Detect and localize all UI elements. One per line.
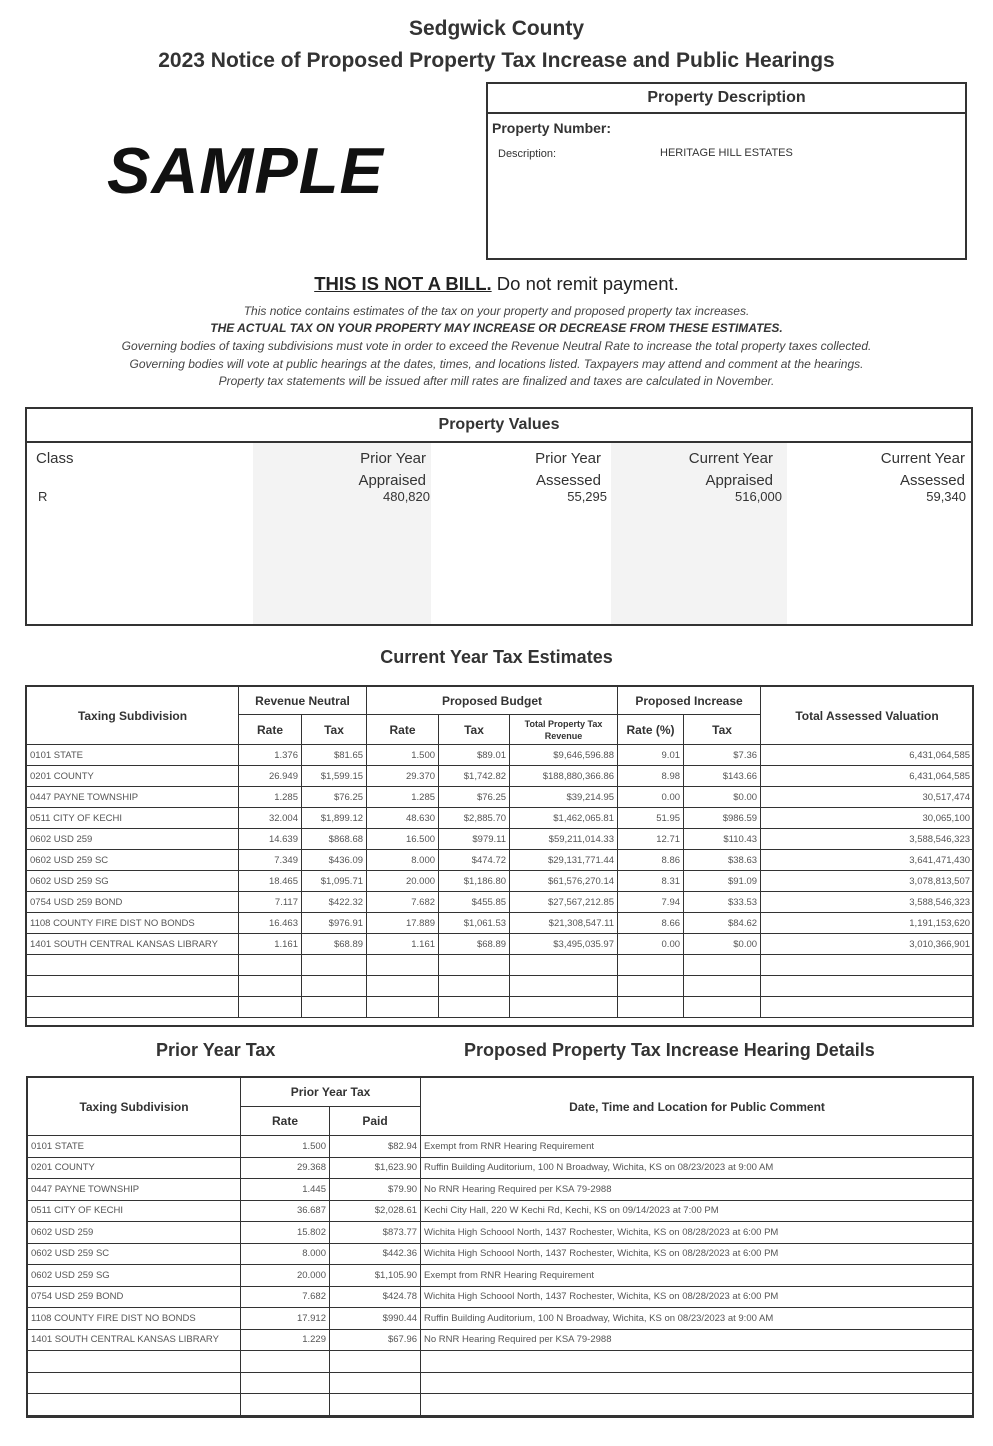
table-cell: 6,431,064,585 bbox=[761, 766, 974, 787]
notice-line-4: Governing bodies will vote at public hearings at the dates, times, and locations listed. Taxpayers may attend and comment at the hearings. bbox=[129, 357, 864, 371]
table-cell: 32.004 bbox=[239, 808, 302, 829]
table-cell: Exempt from RNR Hearing Requirement bbox=[421, 1136, 974, 1158]
table-cell: $0.00 bbox=[684, 934, 761, 955]
table-cell: $976.91 bbox=[302, 913, 367, 934]
table-cell: 0201 COUNTY bbox=[27, 766, 239, 787]
prior-appraised-value: 480,820 bbox=[383, 489, 430, 504]
table-cell: 26.949 bbox=[239, 766, 302, 787]
table-cell: 29.370 bbox=[367, 766, 439, 787]
table-cell bbox=[421, 1372, 974, 1394]
table-cell: 48.630 bbox=[367, 808, 439, 829]
table-cell bbox=[684, 955, 761, 976]
table-cell: 1.500 bbox=[367, 745, 439, 766]
table-cell bbox=[618, 955, 684, 976]
table-cell: 29.368 bbox=[241, 1157, 330, 1179]
table-cell bbox=[439, 976, 510, 997]
table-cell: 8.000 bbox=[367, 850, 439, 871]
est-header-proposed-increase: Proposed Increase bbox=[618, 687, 761, 715]
table-cell: 15.802 bbox=[241, 1222, 330, 1244]
table-cell: $110.43 bbox=[684, 829, 761, 850]
class-value: R bbox=[38, 489, 48, 504]
table-cell: 0754 USD 259 BOND bbox=[27, 892, 239, 913]
table-cell bbox=[27, 955, 239, 976]
table-cell: 18.465 bbox=[239, 871, 302, 892]
notice-line-2: THE ACTUAL TAX ON YOUR PROPERTY MAY INCREASE OR DECREASE FROM THESE ESTIMATES. bbox=[210, 321, 783, 335]
table-row bbox=[27, 850, 974, 871]
table-cell: 0447 PAYNE TOWNSHIP bbox=[28, 1179, 241, 1201]
property-description-heading: Property Description bbox=[488, 84, 965, 114]
table-cell bbox=[28, 1351, 241, 1373]
table-cell: $188,880,366.86 bbox=[510, 766, 618, 787]
table-row bbox=[27, 997, 974, 1018]
table-cell: Ruffin Building Auditorium, 100 N Broadway, Wichita, KS on 08/23/2023 at 9:00 AM bbox=[421, 1308, 974, 1330]
table-cell: 1.285 bbox=[239, 787, 302, 808]
table-cell: 0754 USD 259 BOND bbox=[28, 1286, 241, 1308]
table-row bbox=[28, 1394, 974, 1416]
table-cell: $1,742.82 bbox=[439, 766, 510, 787]
table-cell: 30,065,100 bbox=[761, 808, 974, 829]
table-cell: 8.98 bbox=[618, 766, 684, 787]
table-cell: $27,567,212.85 bbox=[510, 892, 618, 913]
table-cell bbox=[330, 1351, 421, 1373]
table-cell: 36.687 bbox=[241, 1200, 330, 1222]
current-appraised-value: 516,000 bbox=[735, 489, 782, 504]
prior-year-title: Prior Year Tax bbox=[156, 1040, 276, 1060]
table-cell: No RNR Hearing Required per KSA 79-2988 bbox=[421, 1179, 974, 1201]
table-row bbox=[27, 892, 974, 913]
table-cell: $979.11 bbox=[439, 829, 510, 850]
est-header-rn-rate: Rate bbox=[239, 715, 302, 745]
property-values-box bbox=[25, 407, 973, 626]
table-cell bbox=[421, 1394, 974, 1416]
property-values-heading: Property Values bbox=[27, 409, 971, 443]
prior-appraised-header bbox=[358, 448, 426, 492]
table-cell bbox=[439, 955, 510, 976]
table-cell bbox=[28, 1394, 241, 1416]
description-label: Description: bbox=[498, 148, 557, 160]
table-cell: 30,517,474 bbox=[761, 787, 974, 808]
table-cell: 8.86 bbox=[618, 850, 684, 871]
table-cell: $39,214.95 bbox=[510, 787, 618, 808]
table-cell: 17.889 bbox=[367, 913, 439, 934]
table-cell bbox=[421, 1351, 974, 1373]
table-cell bbox=[761, 955, 974, 976]
table-cell: 1.376 bbox=[239, 745, 302, 766]
table-cell bbox=[241, 1351, 330, 1373]
table-row bbox=[28, 1200, 974, 1222]
notice-line-1: This notice contains estimates of the tax on your property and proposed property tax increases. bbox=[243, 304, 750, 318]
table-cell: 0602 USD 259 SG bbox=[27, 871, 239, 892]
table-cell: $84.62 bbox=[684, 913, 761, 934]
table-row bbox=[28, 1136, 974, 1158]
table-cell: 7.94 bbox=[618, 892, 684, 913]
table-row bbox=[27, 745, 974, 766]
table-cell: 16.500 bbox=[367, 829, 439, 850]
table-row bbox=[28, 1351, 974, 1373]
table-cell bbox=[302, 997, 367, 1018]
prior-appraised-header-1: Prior Year bbox=[360, 450, 426, 467]
table-cell: $873.77 bbox=[330, 1222, 421, 1244]
prior-header-rate: Rate bbox=[241, 1107, 330, 1136]
table-cell: $9,646,596.88 bbox=[510, 745, 618, 766]
table-cell: 8.31 bbox=[618, 871, 684, 892]
table-cell: $21,308,547.11 bbox=[510, 913, 618, 934]
table-cell: $29,131,771.44 bbox=[510, 850, 618, 871]
table-cell: $38.63 bbox=[684, 850, 761, 871]
prior-header-prior-tax: Prior Year Tax bbox=[241, 1078, 421, 1107]
table-row bbox=[27, 955, 974, 976]
current-assessed-header bbox=[881, 448, 965, 492]
table-cell: 17.912 bbox=[241, 1308, 330, 1330]
table-cell: $33.53 bbox=[684, 892, 761, 913]
table-cell: 8.000 bbox=[241, 1243, 330, 1265]
table-cell: 0602 USD 259 bbox=[27, 829, 239, 850]
table-cell: 20.000 bbox=[367, 871, 439, 892]
current-assessed-header-2: Assessed bbox=[899, 472, 965, 489]
table-cell: 8.66 bbox=[618, 913, 684, 934]
est-header-pi-tax: Tax bbox=[684, 715, 761, 745]
table-cell bbox=[510, 976, 618, 997]
table-cell: $2,028.61 bbox=[330, 1200, 421, 1222]
class-header: Class bbox=[36, 450, 74, 467]
table-cell: $474.72 bbox=[439, 850, 510, 871]
prior-assessed-header-1: Prior Year bbox=[535, 450, 601, 467]
table-cell: Ruffin Building Auditorium, 100 N Broadway, Wichita, KS on 08/23/2023 at 9:00 AM bbox=[421, 1157, 974, 1179]
table-cell bbox=[761, 976, 974, 997]
table-cell: $59,211,014.33 bbox=[510, 829, 618, 850]
table-cell: 1.500 bbox=[241, 1136, 330, 1158]
est-header-revenue-neutral: Revenue Neutral bbox=[239, 687, 367, 715]
description-value: HERITAGE HILL ESTATES bbox=[660, 147, 793, 159]
table-cell bbox=[367, 955, 439, 976]
table-cell: $3,495,035.97 bbox=[510, 934, 618, 955]
table-cell: $7.36 bbox=[684, 745, 761, 766]
table-cell: 3,078,813,507 bbox=[761, 871, 974, 892]
table-cell: 1.229 bbox=[241, 1329, 330, 1351]
table-cell: $422.32 bbox=[302, 892, 367, 913]
table-cell: 7.682 bbox=[241, 1286, 330, 1308]
table-cell: $424.78 bbox=[330, 1286, 421, 1308]
table-cell: $986.59 bbox=[684, 808, 761, 829]
est-header-pb-tax: Tax bbox=[439, 715, 510, 745]
table-cell: $1,186.80 bbox=[439, 871, 510, 892]
table-cell: 0602 USD 259 SG bbox=[28, 1265, 241, 1287]
table-cell: $868.68 bbox=[302, 829, 367, 850]
notice-line-3: Governing bodies of taxing subdivisions must vote in order to exceed the Revenue Neutral Rate to increase the total property taxes collected. bbox=[121, 339, 872, 353]
table-row bbox=[27, 976, 974, 997]
table-row bbox=[28, 1265, 974, 1287]
table-cell: 0602 USD 259 bbox=[28, 1222, 241, 1244]
sample-watermark: SAMPLE bbox=[107, 134, 384, 207]
est-header-rn-tax: Tax bbox=[302, 715, 367, 745]
prior-assessed-header bbox=[535, 448, 601, 492]
table-cell bbox=[302, 976, 367, 997]
table-cell: 16.463 bbox=[239, 913, 302, 934]
table-cell: $442.36 bbox=[330, 1243, 421, 1265]
table-cell: 1.161 bbox=[367, 934, 439, 955]
table-cell: $1,599.15 bbox=[302, 766, 367, 787]
est-header-subdivision: Taxing Subdivision bbox=[27, 687, 239, 745]
table-cell bbox=[367, 997, 439, 1018]
table-cell: $68.89 bbox=[439, 934, 510, 955]
table-cell: $1,462,065.81 bbox=[510, 808, 618, 829]
table-cell: Wichita High Schoool North, 1437 Rochester, Wichita, KS on 08/28/2023 at 6:00 PM bbox=[421, 1243, 974, 1265]
estimates-title: Current Year Tax Estimates bbox=[380, 647, 613, 667]
table-cell bbox=[27, 997, 239, 1018]
prior-header-paid: Paid bbox=[330, 1107, 421, 1136]
table-cell: $455.85 bbox=[439, 892, 510, 913]
table-cell: 0201 COUNTY bbox=[28, 1157, 241, 1179]
table-cell: 6,431,064,585 bbox=[761, 745, 974, 766]
table-cell: $76.25 bbox=[439, 787, 510, 808]
table-cell: 0602 USD 259 SC bbox=[27, 850, 239, 871]
table-row bbox=[28, 1286, 974, 1308]
table-cell: 0602 USD 259 SC bbox=[28, 1243, 241, 1265]
table-cell: 0511 CITY OF KECHI bbox=[27, 808, 239, 829]
table-cell bbox=[618, 976, 684, 997]
table-row bbox=[27, 766, 974, 787]
table-cell: 1401 SOUTH CENTRAL KANSAS LIBRARY bbox=[28, 1329, 241, 1351]
estimates-table bbox=[26, 686, 974, 1018]
table-cell: 1108 COUNTY FIRE DIST NO BONDS bbox=[27, 913, 239, 934]
table-cell: $1,899.12 bbox=[302, 808, 367, 829]
table-cell: $68.89 bbox=[302, 934, 367, 955]
table-cell: 0511 CITY OF KECHI bbox=[28, 1200, 241, 1222]
table-cell: Kechi City Hall, 220 W Kechi Rd, Kechi, KS on 09/14/2023 at 7:00 PM bbox=[421, 1200, 974, 1222]
table-cell: Wichita High Schoool North, 1437 Rochester, Wichita, KS on 08/28/2023 at 6:00 PM bbox=[421, 1222, 974, 1244]
table-cell bbox=[330, 1372, 421, 1394]
table-row bbox=[28, 1329, 974, 1351]
table-cell: $990.44 bbox=[330, 1308, 421, 1330]
table-row bbox=[28, 1372, 974, 1394]
notice-line-5: Property tax statements will be issued after mill rates are finalized and taxes are calculated in November. bbox=[218, 374, 775, 388]
table-cell: Exempt from RNR Hearing Requirement bbox=[421, 1265, 974, 1287]
table-cell: $91.09 bbox=[684, 871, 761, 892]
table-cell: $76.25 bbox=[302, 787, 367, 808]
table-cell bbox=[510, 955, 618, 976]
table-cell bbox=[684, 997, 761, 1018]
current-assessed-value: 59,340 bbox=[926, 489, 966, 504]
table-cell: 0.00 bbox=[618, 787, 684, 808]
table-cell bbox=[439, 997, 510, 1018]
current-appraised-header-1: Current Year bbox=[688, 450, 773, 467]
table-row bbox=[27, 787, 974, 808]
property-description-box bbox=[486, 82, 967, 260]
table-row bbox=[28, 1179, 974, 1201]
table-cell: 1.445 bbox=[241, 1179, 330, 1201]
table-cell bbox=[618, 997, 684, 1018]
table-cell bbox=[330, 1394, 421, 1416]
table-row bbox=[28, 1222, 974, 1244]
table-row bbox=[27, 808, 974, 829]
table-cell: 0447 PAYNE TOWNSHIP bbox=[27, 787, 239, 808]
table-cell: 0.00 bbox=[618, 934, 684, 955]
table-cell bbox=[28, 1372, 241, 1394]
current-assessed-header-1: Current Year bbox=[880, 450, 965, 467]
table-cell: $67.96 bbox=[330, 1329, 421, 1351]
table-cell: 1401 SOUTH CENTRAL KANSAS LIBRARY bbox=[27, 934, 239, 955]
table-cell: 3,641,471,430 bbox=[761, 850, 974, 871]
current-appraised-header-2: Appraised bbox=[705, 472, 773, 489]
table-row bbox=[27, 934, 974, 955]
not-a-bill-text: THIS IS NOT A BILL. bbox=[314, 273, 492, 294]
hearing-title: Proposed Property Tax Increase Hearing Details bbox=[464, 1040, 875, 1060]
table-cell: 1,191,153,620 bbox=[761, 913, 974, 934]
table-cell: $0.00 bbox=[684, 787, 761, 808]
est-header-total-assessed: Total Assessed Valuation bbox=[761, 687, 974, 745]
do-not-remit-text: Do not remit payment. bbox=[496, 273, 679, 294]
table-cell: 0101 STATE bbox=[27, 745, 239, 766]
table-cell bbox=[241, 1394, 330, 1416]
table-cell bbox=[761, 997, 974, 1018]
table-cell: $143.66 bbox=[684, 766, 761, 787]
table-cell bbox=[239, 955, 302, 976]
table-cell: $1,623.90 bbox=[330, 1157, 421, 1179]
table-cell bbox=[684, 976, 761, 997]
table-cell: 3,588,546,323 bbox=[761, 892, 974, 913]
prior-header-comment: Date, Time and Location for Public Comment bbox=[421, 1078, 974, 1136]
prior-appraised-header-2: Appraised bbox=[358, 472, 426, 489]
table-cell: 7.117 bbox=[239, 892, 302, 913]
not-a-bill-line bbox=[0, 273, 993, 295]
table-cell: 3,588,546,323 bbox=[761, 829, 974, 850]
table-row bbox=[28, 1157, 974, 1179]
table-cell: 3,010,366,901 bbox=[761, 934, 974, 955]
est-header-pb-rate: Rate bbox=[367, 715, 439, 745]
prior-table bbox=[27, 1077, 974, 1416]
table-cell: 9.01 bbox=[618, 745, 684, 766]
table-cell: $436.09 bbox=[302, 850, 367, 871]
table-row bbox=[28, 1243, 974, 1265]
table-cell bbox=[302, 955, 367, 976]
table-cell: 1.161 bbox=[239, 934, 302, 955]
table-cell bbox=[239, 997, 302, 1018]
table-cell bbox=[510, 997, 618, 1018]
property-number-label: Property Number: bbox=[492, 120, 612, 136]
table-cell: $82.94 bbox=[330, 1136, 421, 1158]
table-cell: 20.000 bbox=[241, 1265, 330, 1287]
notice-title: 2023 Notice of Proposed Property Tax Increase and Public Hearings bbox=[158, 49, 835, 72]
table-cell bbox=[241, 1372, 330, 1394]
table-cell: $61,576,270.14 bbox=[510, 871, 618, 892]
table-cell: 14.639 bbox=[239, 829, 302, 850]
table-cell: 1.285 bbox=[367, 787, 439, 808]
table-cell: 7.682 bbox=[367, 892, 439, 913]
current-appraised-header bbox=[689, 448, 773, 492]
table-cell: $1,105.90 bbox=[330, 1265, 421, 1287]
table-row bbox=[27, 871, 974, 892]
table-row bbox=[27, 829, 974, 850]
prior-assessed-value: 55,295 bbox=[567, 489, 607, 504]
table-cell: Wichita High Schoool North, 1437 Rochester, Wichita, KS on 08/28/2023 at 6:00 PM bbox=[421, 1286, 974, 1308]
prior-header-subdivision: Taxing Subdivision bbox=[28, 1078, 241, 1136]
table-row bbox=[28, 1308, 974, 1330]
est-header-total-revenue: Total Property Tax Revenue bbox=[510, 715, 618, 745]
table-cell: $2,885.70 bbox=[439, 808, 510, 829]
table-cell: $1,095.71 bbox=[302, 871, 367, 892]
est-header-proposed-budget: Proposed Budget bbox=[367, 687, 618, 715]
table-cell: 0101 STATE bbox=[28, 1136, 241, 1158]
est-header-pi-rate: Rate (%) bbox=[618, 715, 684, 745]
table-cell: $79.90 bbox=[330, 1179, 421, 1201]
table-cell: 12.71 bbox=[618, 829, 684, 850]
table-cell bbox=[367, 976, 439, 997]
table-cell: $89.01 bbox=[439, 745, 510, 766]
table-cell: $1,061.53 bbox=[439, 913, 510, 934]
table-row bbox=[27, 913, 974, 934]
table-cell bbox=[239, 976, 302, 997]
table-cell bbox=[27, 976, 239, 997]
county-name: Sedgwick County bbox=[408, 17, 585, 40]
table-cell: 7.349 bbox=[239, 850, 302, 871]
table-cell: No RNR Hearing Required per KSA 79-2988 bbox=[421, 1329, 974, 1351]
prior-assessed-header-2: Assessed bbox=[535, 472, 601, 489]
table-cell: $81.65 bbox=[302, 745, 367, 766]
table-cell: 51.95 bbox=[618, 808, 684, 829]
table-cell: 1108 COUNTY FIRE DIST NO BONDS bbox=[28, 1308, 241, 1330]
